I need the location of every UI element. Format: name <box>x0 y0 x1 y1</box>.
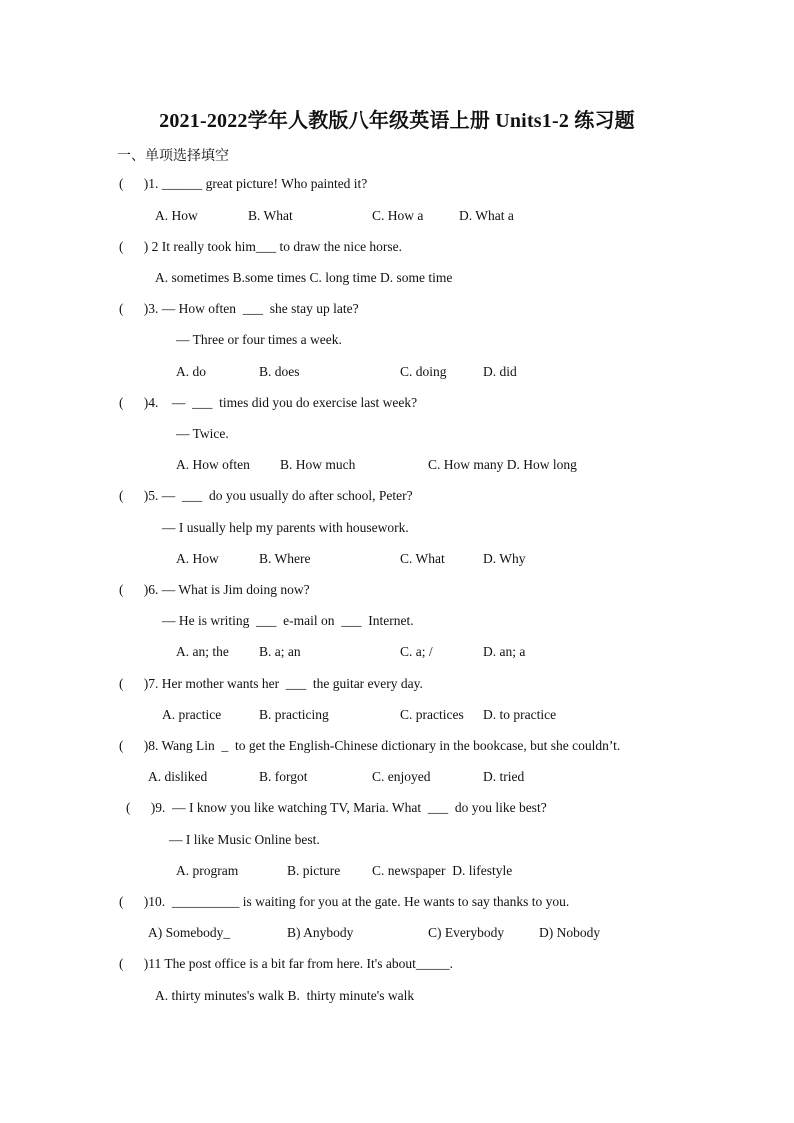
question-9-option-a: A. program <box>176 863 239 878</box>
question-1-option-c: C. How a <box>372 208 424 223</box>
question-6-option-c: C. a; / <box>400 644 433 659</box>
question-10-stem: ( )10. __________ is waiting for you at the gate. He wants to say thanks to you. <box>119 894 570 909</box>
question-5-stem: ( )5. — ___ do you usually do after school, Peter? <box>119 488 413 503</box>
question-7-option-b: B. practicing <box>259 707 329 722</box>
section-heading: 一、单项选择填空 <box>117 149 229 164</box>
question-10-option-a: A) Somebody_ <box>148 925 231 940</box>
question-10-option-c: C) Everybody <box>428 925 505 940</box>
question-10-option-b: B) Anybody <box>287 925 354 940</box>
question-11-options: A. thirty minutes's walk B. thirty minute's walk <box>155 988 415 1003</box>
question-1-option-a: A. How <box>155 208 198 223</box>
question-9-reply: — I like Music Online best. <box>169 832 320 847</box>
question-8-option-c: C. enjoyed <box>372 769 431 784</box>
question-10-option-d: D) Nobody <box>539 925 601 940</box>
question-3-option-d: D. did <box>483 364 517 379</box>
question-4-reply: — Twice. <box>176 426 229 441</box>
question-3-option-b: B. does <box>259 364 300 379</box>
question-7-option-c: C. practices <box>400 707 464 722</box>
page-title: 2021-2022学年人教版八年级英语上册 Units1-2 练习题 <box>159 110 635 132</box>
question-3-option-c: C. doing <box>400 364 447 379</box>
question-2-options: A. sometimes B.some times C. long time D. some time <box>155 270 453 285</box>
question-4-option-a: A. How often <box>176 457 250 472</box>
question-8-option-b: B. forgot <box>259 769 308 784</box>
question-6-stem: ( )6. — What is Jim doing now? <box>119 582 310 597</box>
question-2-stem: ( ) 2 It really took him___ to draw the nice horse. <box>119 239 403 254</box>
question-7-option-a: A. practice <box>162 707 222 722</box>
question-6-option-b: B. a; an <box>259 644 301 659</box>
question-1-option-d: D. What a <box>459 208 514 223</box>
question-8-option-d: D. tried <box>483 769 525 784</box>
question-4-option-b: B. How much <box>280 457 356 472</box>
question-5-option-c: C. What <box>400 551 445 566</box>
question-11-stem: ( )11 The post office is a bit far from here. It's about_____. <box>119 956 453 971</box>
question-8-stem: ( )8. Wang Lin _ to get the English-Chinese dictionary in the bookcase, but she couldn’t. <box>119 738 621 753</box>
question-5-option-b: B. Where <box>259 551 311 566</box>
question-5-option-a: A. How <box>176 551 219 566</box>
question-1-stem: ( )1. ______ great picture! Who painted it? <box>119 176 368 191</box>
question-3-stem: ( )3. — How often ___ she stay up late? <box>119 301 359 316</box>
question-3-option-a: A. do <box>176 364 206 379</box>
question-9-stem: ( )9. — I know you like watching TV, Maria. What ___ do you like best? <box>126 800 547 815</box>
question-8-option-a: A. disliked <box>148 769 208 784</box>
question-1-option-b: B. What <box>248 208 293 223</box>
question-4-option-cd: C. How many D. How long <box>428 457 577 472</box>
question-3-reply: — Three or four times a week. <box>176 332 342 347</box>
question-9-option-cd: C. newspaper D. lifestyle <box>372 863 513 878</box>
question-4-stem: ( )4. — ___ times did you do exercise last week? <box>119 395 418 410</box>
question-6-reply: — He is writing ___ e-mail on ___ Internet. <box>162 613 414 628</box>
question-5-option-d: D. Why <box>483 551 526 566</box>
question-7-stem: ( )7. Her mother wants her ___ the guitar every day. <box>119 676 423 691</box>
question-5-reply: — I usually help my parents with housework. <box>162 520 409 535</box>
question-6-option-d: D. an; a <box>483 644 526 659</box>
question-6-option-a: A. an; the <box>176 644 229 659</box>
question-9-option-b: B. picture <box>287 863 341 878</box>
question-7-option-d: D. to practice <box>483 707 557 722</box>
